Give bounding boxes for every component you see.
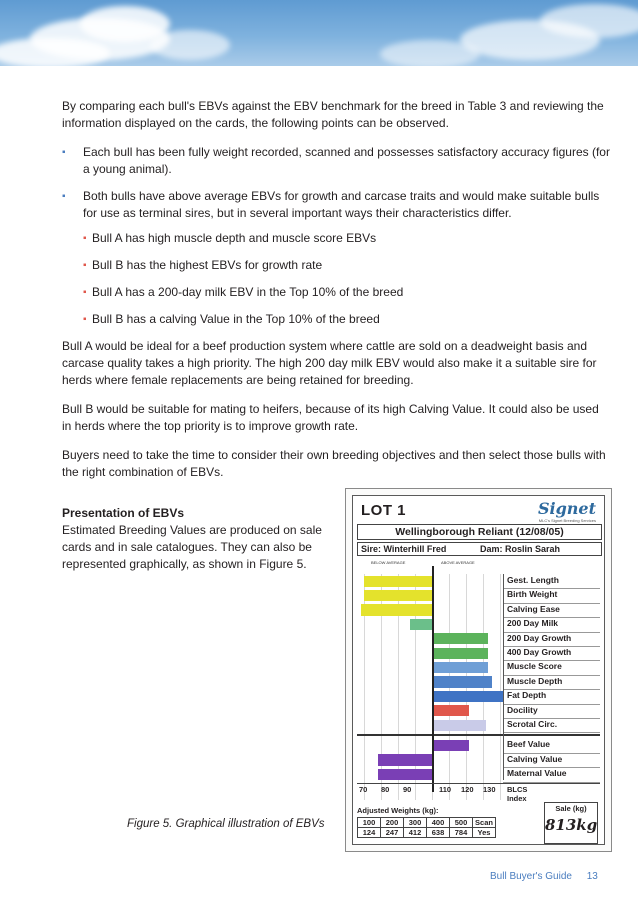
- trait-label: Scrotal Circ.: [507, 719, 558, 729]
- weight-value: 124: [358, 828, 381, 838]
- figure-caption: Figure 5. Graphical illustration of EBVs: [127, 818, 325, 830]
- bull-a-paragraph: Bull A would be ideal for a beef production system where cattle are sold on a deadweight basis and carcase quality takes a high priority. The high 200 day milk EBV would also make it a suitable sire for herds where female replacements are being retained for breeding.: [62, 339, 597, 387]
- weight-header: 300: [404, 818, 427, 828]
- sky-header-image: [0, 0, 638, 66]
- sub-list-item: [83, 230, 610, 247]
- grid-line: [500, 574, 501, 800]
- sale-card-figure: [345, 488, 612, 852]
- square-bullet-icon: ▪: [83, 314, 87, 325]
- trait-label: Maternal Value: [507, 768, 567, 779]
- main-content: [62, 98, 610, 493]
- sale-weight-value: 813kg: [545, 816, 598, 834]
- ebv-bar: [432, 691, 503, 702]
- weight-value: 638: [427, 828, 450, 838]
- trait-label: Docility: [507, 704, 538, 715]
- ebv-bar: [432, 740, 469, 751]
- square-bullet-icon: ▪: [62, 191, 66, 202]
- observations-list: [62, 144, 610, 328]
- list-item: [62, 188, 610, 328]
- guide-title: Bull Buyer's Guide: [490, 871, 572, 882]
- buyers-paragraph: Buyers need to take the time to consider their own breeding objectives and then select those bulls with the right combination of EBVs.: [62, 448, 606, 479]
- weight-header: Scan: [473, 818, 496, 828]
- sub-list-item: [83, 257, 610, 274]
- below-average-label: BELOW AVERAGE: [371, 560, 406, 565]
- square-bullet-icon: ▪: [62, 147, 66, 158]
- section-heading: Presentation of EBVs: [62, 506, 185, 520]
- square-bullet-icon: ▪: [83, 287, 87, 298]
- trait-label: 200 Day Growth: [507, 632, 572, 643]
- signet-logo: Signet: [537, 499, 596, 518]
- adjusted-weights-label: Adjusted Weights (kg):: [357, 806, 439, 815]
- table-row: [358, 828, 496, 838]
- weights-table: [357, 817, 496, 838]
- blcs-tick-label: 120: [461, 784, 474, 794]
- row-divider: [503, 732, 600, 733]
- ebv-bar: [364, 590, 432, 601]
- ebv-bar: [432, 720, 486, 731]
- blcs-row-line: [357, 783, 600, 784]
- weight-header: 400: [427, 818, 450, 828]
- list-item-text: Both bulls have above average EBVs for growth and carcase traits and would make suitable bulls for use as terminal sires, but in several important ways their characteristics differ.: [83, 189, 600, 220]
- trait-label: Muscle Depth: [507, 675, 563, 686]
- trait-label: 200 Day Milk: [507, 618, 559, 629]
- sub-list-item: [83, 311, 610, 328]
- ebv-bar: [432, 662, 488, 673]
- sub-list-item-text: Bull B has the highest EBVs for growth rate: [92, 258, 323, 272]
- sale-weight-label: Sale (kg): [555, 804, 587, 813]
- table-row: [358, 818, 496, 828]
- weight-header: 500: [450, 818, 473, 828]
- ebv-bar: [432, 705, 469, 716]
- trait-label: Muscle Score: [507, 661, 562, 672]
- ebv-bar: [432, 648, 488, 659]
- weight-header: 100: [358, 818, 381, 828]
- square-bullet-icon: ▪: [83, 233, 87, 244]
- blcs-tick-label: 90: [403, 784, 412, 794]
- pedigree-row: [357, 542, 602, 556]
- above-average-label: ABOVE AVERAGE: [441, 560, 475, 565]
- page-footer: [490, 871, 598, 882]
- trait-label: Beef Value: [507, 739, 550, 750]
- weight-header: 200: [381, 818, 404, 828]
- ebv-bar: [378, 754, 432, 765]
- ebv-bar: [364, 576, 432, 587]
- weight-value: 247: [381, 828, 404, 838]
- blcs-tick-label: 130: [483, 784, 496, 794]
- ebv-bar: [378, 769, 432, 780]
- section-divider: [357, 734, 600, 736]
- bull-b-paragraph: Bull B would be suitable for mating to heifers, because of its high Calving Value. It could also be used in herds where the top priority is to improve growth rate.: [62, 402, 599, 433]
- ebv-bar: [410, 619, 432, 630]
- trait-label: Birth Weight: [507, 589, 558, 600]
- dam-name: Dam: Roslin Sarah: [480, 544, 561, 554]
- square-bullet-icon: ▪: [83, 260, 87, 271]
- sub-list-item-text: Bull B has a calving Value in the Top 10% of the breed: [92, 312, 380, 326]
- trait-label: Gest. Length: [507, 575, 559, 585]
- ebv-bar: [432, 676, 492, 687]
- signet-logo-subtitle: MLC's Signet Breeding Services: [538, 518, 596, 523]
- intro-paragraph: By comparing each bull's EBVs against the EBV benchmark for the breed in Table 3 and reviewing the information displayed on the cards, the following points can be observed.: [62, 99, 604, 130]
- trait-label: Calving Value: [507, 753, 563, 764]
- sub-list-item-text: Bull A has a 200-day milk EBV in the Top 10% of the breed: [92, 285, 404, 299]
- ebv-bar: [432, 633, 488, 644]
- presentation-section: [62, 505, 342, 573]
- weight-value: 784: [450, 828, 473, 838]
- ebv-bar: [361, 604, 432, 615]
- blcs-tick-label: 70: [359, 784, 368, 794]
- list-item-text: Each bull has been fully weight recorded, scanned and possesses satisfactory accuracy figures (for a young animal).: [83, 145, 610, 176]
- weight-value: 412: [404, 828, 427, 838]
- sale-card: [352, 495, 605, 845]
- zero-axis: [432, 566, 434, 792]
- lot-number: LOT 1: [361, 502, 407, 519]
- trait-label: Fat Depth: [507, 690, 547, 701]
- section-text: Estimated Breeding Values are produced on sale cards and in sale catalogues. They can also be represented graphically, as shown in Figure 5.: [62, 523, 322, 571]
- weight-value: Yes: [473, 828, 496, 838]
- blcs-index-label: BLCS Index: [507, 784, 528, 803]
- page-number: 13: [586, 871, 598, 882]
- bull-name: Wellingborough Reliant (12/08/05): [357, 524, 602, 540]
- sire-name: Sire: Winterhill Fred: [361, 544, 447, 554]
- list-item: [62, 144, 610, 178]
- sub-list-item: [83, 284, 610, 301]
- differences-list: [83, 230, 610, 328]
- trait-label: Calving Ease: [507, 603, 560, 614]
- blcs-tick-label: 80: [381, 784, 390, 794]
- label-separator: [503, 574, 504, 780]
- blcs-tick-label: 110: [439, 784, 452, 794]
- trait-label: 400 Day Growth: [507, 647, 572, 657]
- sale-weight-box: [544, 802, 598, 844]
- sub-list-item-text: Bull A has high muscle depth and muscle score EBVs: [92, 231, 377, 245]
